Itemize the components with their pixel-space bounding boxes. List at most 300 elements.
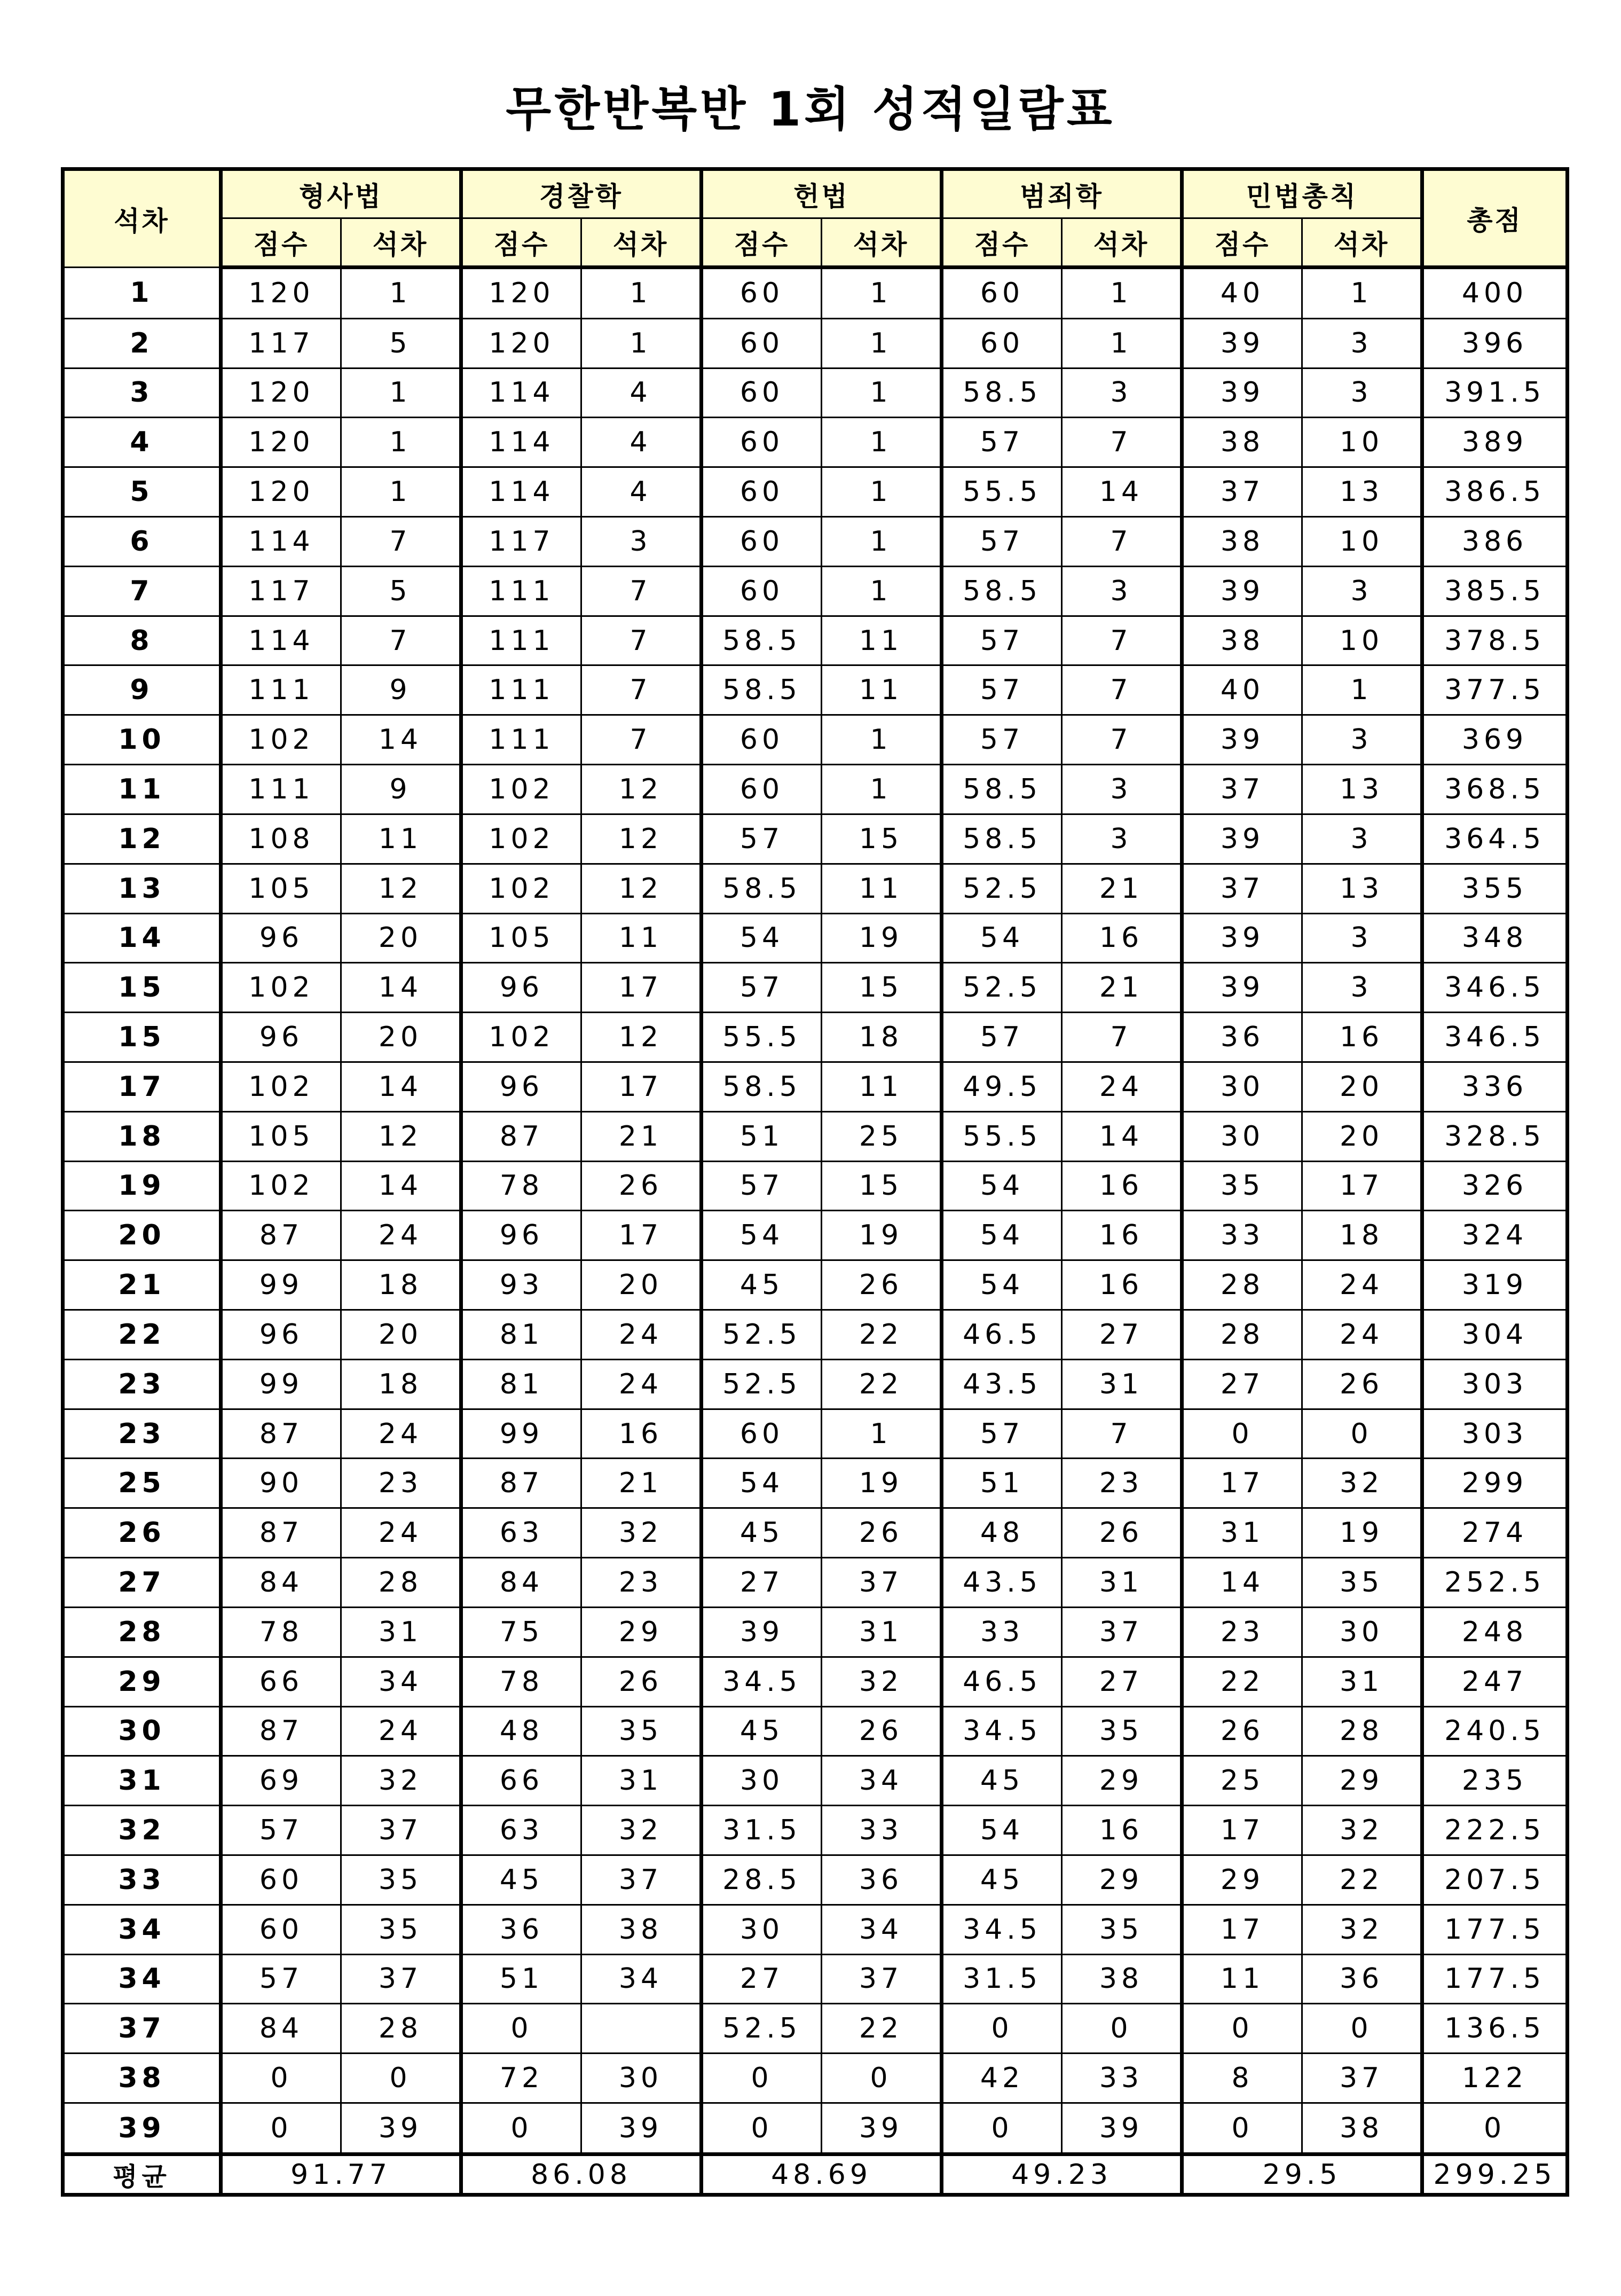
score-cell: 40 xyxy=(1182,665,1302,715)
rank-header: 석차 xyxy=(63,169,221,268)
subject-rank-cell: 3 xyxy=(1062,368,1182,418)
subject-rank-cell: 1 xyxy=(1062,318,1182,368)
total-header: 총점 xyxy=(1422,169,1568,268)
subject-rank-header: 석차 xyxy=(581,218,702,268)
score-cell: 114 xyxy=(461,368,581,418)
subject-rank-cell: 18 xyxy=(822,1013,942,1062)
subject-rank-header: 석차 xyxy=(1062,218,1182,268)
subject-rank-cell: 24 xyxy=(341,1409,461,1459)
total-cell: 377.5 xyxy=(1422,665,1568,715)
score-cell: 26 xyxy=(1182,1706,1302,1756)
rank-cell: 34 xyxy=(63,1954,221,2004)
table-row xyxy=(63,1558,1568,1608)
subject-header: 헌법 xyxy=(702,169,942,218)
subject-rank-cell: 32 xyxy=(1302,1459,1422,1508)
subject-rank-cell: 32 xyxy=(581,1508,702,1558)
grade-table xyxy=(61,167,1569,2197)
total-cell: 136.5 xyxy=(1422,2004,1568,2054)
score-cell: 34.5 xyxy=(702,1657,822,1706)
rank-cell: 15 xyxy=(63,963,221,1013)
score-cell: 63 xyxy=(461,1508,581,1558)
subject-rank-cell: 39 xyxy=(581,2103,702,2154)
table-row xyxy=(63,1161,1568,1211)
subject-rank-cell: 35 xyxy=(1062,1905,1182,1954)
score-cell: 31.5 xyxy=(702,1806,822,1855)
score-cell: 57 xyxy=(942,418,1062,467)
subject-rank-cell: 21 xyxy=(1062,963,1182,1013)
subject-rank-cell: 23 xyxy=(581,1558,702,1608)
subject-rank-cell: 30 xyxy=(1302,1607,1422,1657)
score-cell: 39 xyxy=(1182,368,1302,418)
score-cell: 96 xyxy=(221,1013,341,1062)
score-cell: 102 xyxy=(221,1062,341,1111)
subject-rank-cell: 3 xyxy=(1302,814,1422,864)
rank-cell: 8 xyxy=(63,616,221,665)
subject-rank-cell: 14 xyxy=(341,1062,461,1111)
rank-cell: 26 xyxy=(63,1508,221,1558)
score-cell: 39 xyxy=(1182,913,1302,963)
subject-rank-cell: 0 xyxy=(1062,2004,1182,2054)
subject-rank-cell: 15 xyxy=(822,1161,942,1211)
score-cell: 0 xyxy=(461,2103,581,2154)
subject-rank-cell: 26 xyxy=(1062,1508,1182,1558)
subject-rank-cell: 12 xyxy=(581,765,702,814)
subject-rank-cell: 31 xyxy=(1062,1558,1182,1608)
score-cell: 60 xyxy=(942,268,1062,319)
rank-cell: 2 xyxy=(63,318,221,368)
subject-rank-cell: 27 xyxy=(1062,1310,1182,1360)
subject-rank-cell: 18 xyxy=(1302,1211,1422,1260)
total-cell: 240.5 xyxy=(1422,1706,1568,1756)
subject-rank-cell: 24 xyxy=(341,1706,461,1756)
subject-rank-cell: 14 xyxy=(1062,1111,1182,1161)
score-cell: 45 xyxy=(702,1508,822,1558)
subject-rank-cell: 34 xyxy=(822,1756,942,1806)
rank-cell: 37 xyxy=(63,2004,221,2054)
subject-rank-cell: 29 xyxy=(1062,1756,1182,1806)
subject-rank-cell: 24 xyxy=(581,1359,702,1409)
subject-rank-cell: 3 xyxy=(1302,318,1422,368)
score-cell: 33 xyxy=(942,1607,1062,1657)
subject-rank-cell: 25 xyxy=(822,1111,942,1161)
score-cell: 0 xyxy=(461,2004,581,2054)
subject-rank-cell: 16 xyxy=(1302,1013,1422,1062)
subject-rank-cell: 20 xyxy=(341,1310,461,1360)
score-cell: 108 xyxy=(221,814,341,864)
score-cell: 111 xyxy=(461,616,581,665)
rank-cell: 1 xyxy=(63,268,221,319)
score-cell: 96 xyxy=(461,1062,581,1111)
score-cell: 60 xyxy=(702,467,822,517)
subject-rank-header: 석차 xyxy=(822,218,942,268)
subject-rank-cell: 1 xyxy=(822,467,942,517)
score-cell: 17 xyxy=(1182,1806,1302,1855)
score-cell: 45 xyxy=(702,1260,822,1310)
total-cell: 235 xyxy=(1422,1756,1568,1806)
score-cell: 60 xyxy=(221,1855,341,1905)
score-cell: 36 xyxy=(1182,1013,1302,1062)
subject-rank-cell: 17 xyxy=(581,963,702,1013)
subject-rank-cell: 33 xyxy=(822,1806,942,1855)
table-row xyxy=(63,963,1568,1013)
subject-rank-cell: 1 xyxy=(1302,268,1422,319)
subject-rank-cell: 19 xyxy=(822,913,942,963)
score-cell: 37 xyxy=(1182,765,1302,814)
score-cell: 99 xyxy=(461,1409,581,1459)
subject-rank-cell: 22 xyxy=(822,1310,942,1360)
subject-rank-cell: 22 xyxy=(1302,1855,1422,1905)
subject-rank-cell: 17 xyxy=(1302,1161,1422,1211)
score-cell: 102 xyxy=(461,1013,581,1062)
subject-rank-cell: 12 xyxy=(581,814,702,864)
subject-rank-cell: 21 xyxy=(581,1111,702,1161)
score-cell: 58.5 xyxy=(942,814,1062,864)
subject-rank-cell: 31 xyxy=(1062,1359,1182,1409)
score-cell: 60 xyxy=(942,318,1062,368)
subject-rank-cell: 3 xyxy=(1302,963,1422,1013)
subject-rank-cell: 15 xyxy=(822,814,942,864)
score-cell: 37 xyxy=(1182,467,1302,517)
subject-rank-cell: 24 xyxy=(581,1310,702,1360)
score-cell: 58.5 xyxy=(702,864,822,913)
score-cell: 63 xyxy=(461,1806,581,1855)
subject-rank-cell: 0 xyxy=(1302,1409,1422,1459)
subject-rank-cell xyxy=(581,2004,702,2054)
score-cell: 23 xyxy=(1182,1607,1302,1657)
subject-rank-cell: 35 xyxy=(341,1905,461,1954)
subject-rank-cell: 1 xyxy=(822,1409,942,1459)
subject-rank-cell: 23 xyxy=(341,1459,461,1508)
subject-rank-cell: 31 xyxy=(1302,1657,1422,1706)
score-cell: 96 xyxy=(461,1211,581,1260)
score-cell: 54 xyxy=(702,1459,822,1508)
score-cell: 31 xyxy=(1182,1508,1302,1558)
total-cell: 378.5 xyxy=(1422,616,1568,665)
subject-rank-cell: 26 xyxy=(822,1508,942,1558)
subject-rank-cell: 11 xyxy=(822,1062,942,1111)
score-cell: 105 xyxy=(221,864,341,913)
subject-rank-cell: 39 xyxy=(822,2103,942,2154)
subject-rank-cell: 1 xyxy=(341,268,461,319)
rank-cell: 33 xyxy=(63,1855,221,1905)
subject-rank-cell: 4 xyxy=(581,368,702,418)
total-cell: 324 xyxy=(1422,1211,1568,1260)
score-cell: 54 xyxy=(702,913,822,963)
score-cell: 57 xyxy=(221,1954,341,2004)
subject-rank-cell: 14 xyxy=(341,1161,461,1211)
rank-cell: 29 xyxy=(63,1657,221,1706)
score-cell: 102 xyxy=(461,814,581,864)
subject-rank-cell: 20 xyxy=(581,1260,702,1310)
score-cell: 60 xyxy=(702,418,822,467)
score-cell: 0 xyxy=(702,2054,822,2103)
score-cell: 99 xyxy=(221,1260,341,1310)
subject-rank-cell: 19 xyxy=(1302,1508,1422,1558)
score-cell: 81 xyxy=(461,1310,581,1360)
score-cell: 57 xyxy=(702,1161,822,1211)
score-cell: 54 xyxy=(942,1260,1062,1310)
subject-rank-cell: 21 xyxy=(581,1459,702,1508)
score-cell: 57 xyxy=(942,616,1062,665)
subject-rank-cell: 13 xyxy=(1302,467,1422,517)
subject-rank-cell: 32 xyxy=(822,1657,942,1706)
subject-rank-cell: 18 xyxy=(341,1260,461,1310)
score-cell: 22 xyxy=(1182,1657,1302,1706)
total-cell: 389 xyxy=(1422,418,1568,467)
score-cell: 51 xyxy=(942,1459,1062,1508)
score-cell: 48 xyxy=(461,1706,581,1756)
score-cell: 28 xyxy=(1182,1310,1302,1360)
subject-rank-cell: 3 xyxy=(1302,566,1422,616)
rank-cell: 23 xyxy=(63,1359,221,1409)
subject-rank-cell: 24 xyxy=(341,1508,461,1558)
table-row xyxy=(63,268,1568,319)
table-row xyxy=(63,1657,1568,1706)
subject-rank-cell: 38 xyxy=(581,1905,702,1954)
score-cell: 36 xyxy=(461,1905,581,1954)
table-row xyxy=(63,765,1568,814)
subject-rank-cell: 28 xyxy=(341,1558,461,1608)
rank-cell: 18 xyxy=(63,1111,221,1161)
average-value: 91.77 xyxy=(221,2154,461,2195)
subject-rank-cell: 39 xyxy=(341,2103,461,2154)
table-row xyxy=(63,517,1568,567)
score-cell: 34.5 xyxy=(942,1905,1062,1954)
score-cell: 51 xyxy=(702,1111,822,1161)
subject-rank-cell: 1 xyxy=(822,318,942,368)
score-cell: 60 xyxy=(702,715,822,765)
score-cell: 81 xyxy=(461,1359,581,1409)
total-cell: 369 xyxy=(1422,715,1568,765)
score-cell: 66 xyxy=(461,1756,581,1806)
subject-rank-cell: 7 xyxy=(581,715,702,765)
subject-rank-cell: 29 xyxy=(581,1607,702,1657)
subject-rank-cell: 12 xyxy=(581,1013,702,1062)
total-cell: 386 xyxy=(1422,517,1568,567)
score-cell: 0 xyxy=(221,2103,341,2154)
subject-rank-cell: 1 xyxy=(822,517,942,567)
rank-cell: 10 xyxy=(63,715,221,765)
score-cell: 111 xyxy=(221,665,341,715)
score-cell: 57 xyxy=(702,814,822,864)
score-cell: 30 xyxy=(702,1905,822,1954)
score-cell: 52.5 xyxy=(942,963,1062,1013)
subject-rank-cell: 1 xyxy=(822,765,942,814)
table-row xyxy=(63,566,1568,616)
score-cell: 111 xyxy=(461,665,581,715)
total-cell: 303 xyxy=(1422,1359,1568,1409)
score-cell: 55.5 xyxy=(942,467,1062,517)
score-cell: 78 xyxy=(461,1161,581,1211)
subject-rank-cell: 12 xyxy=(341,1111,461,1161)
total-cell: 122 xyxy=(1422,2054,1568,2103)
total-cell: 386.5 xyxy=(1422,467,1568,517)
total-cell: 299 xyxy=(1422,1459,1568,1508)
score-cell: 38 xyxy=(1182,616,1302,665)
table-row xyxy=(63,616,1568,665)
score-cell: 90 xyxy=(221,1459,341,1508)
subject-rank-cell: 1 xyxy=(1302,665,1422,715)
subject-rank-header: 석차 xyxy=(341,218,461,268)
score-cell: 43.5 xyxy=(942,1558,1062,1608)
rank-cell: 6 xyxy=(63,517,221,567)
score-cell: 39 xyxy=(1182,566,1302,616)
subject-rank-cell: 7 xyxy=(581,665,702,715)
table-row xyxy=(63,1756,1568,1806)
subject-rank-cell: 0 xyxy=(341,2054,461,2103)
average-total: 299.25 xyxy=(1422,2154,1568,2195)
subject-rank-cell: 17 xyxy=(581,1211,702,1260)
subject-rank-cell: 34 xyxy=(581,1954,702,2004)
subject-rank-cell: 39 xyxy=(1062,2103,1182,2154)
table-row xyxy=(63,913,1568,963)
subject-rank-cell: 24 xyxy=(1302,1310,1422,1360)
rank-cell: 20 xyxy=(63,1211,221,1260)
subject-rank-header: 석차 xyxy=(1302,218,1422,268)
subject-rank-cell: 22 xyxy=(822,1359,942,1409)
subject-rank-cell: 7 xyxy=(1062,1409,1182,1459)
score-cell: 87 xyxy=(461,1111,581,1161)
score-header: 점수 xyxy=(461,218,581,268)
subject-rank-cell: 20 xyxy=(341,913,461,963)
subject-rank-cell: 27 xyxy=(1062,1657,1182,1706)
rank-cell: 5 xyxy=(63,467,221,517)
subject-rank-cell: 1 xyxy=(822,566,942,616)
table-row xyxy=(63,2004,1568,2054)
score-cell: 87 xyxy=(461,1459,581,1508)
score-cell: 0 xyxy=(942,2004,1062,2054)
subject-rank-cell: 31 xyxy=(341,1607,461,1657)
score-cell: 93 xyxy=(461,1260,581,1310)
score-cell: 39 xyxy=(702,1607,822,1657)
score-cell: 51 xyxy=(461,1954,581,2004)
rank-cell: 14 xyxy=(63,913,221,963)
subject-rank-cell: 0 xyxy=(822,2054,942,2103)
rank-cell: 11 xyxy=(63,765,221,814)
subject-rank-cell: 36 xyxy=(822,1855,942,1905)
score-cell: 60 xyxy=(702,368,822,418)
header-row-columns xyxy=(63,218,1568,268)
score-cell: 37 xyxy=(1182,864,1302,913)
rank-cell: 13 xyxy=(63,864,221,913)
subject-rank-cell: 11 xyxy=(822,864,942,913)
total-cell: 348 xyxy=(1422,913,1568,963)
subject-rank-cell: 10 xyxy=(1302,616,1422,665)
table-row xyxy=(63,1310,1568,1360)
score-cell: 52.5 xyxy=(702,1359,822,1409)
subject-rank-cell: 20 xyxy=(1302,1111,1422,1161)
score-cell: 17 xyxy=(1182,1459,1302,1508)
subject-rank-cell: 35 xyxy=(1062,1706,1182,1756)
score-cell: 117 xyxy=(221,318,341,368)
score-cell: 105 xyxy=(461,913,581,963)
score-cell: 96 xyxy=(461,963,581,1013)
subject-rank-cell: 29 xyxy=(1302,1756,1422,1806)
score-cell: 35 xyxy=(1182,1161,1302,1211)
score-cell: 0 xyxy=(702,2103,822,2154)
score-cell: 0 xyxy=(221,2054,341,2103)
score-cell: 38 xyxy=(1182,517,1302,567)
total-cell: 328.5 xyxy=(1422,1111,1568,1161)
score-cell: 27 xyxy=(1182,1359,1302,1409)
subject-rank-cell: 9 xyxy=(341,765,461,814)
score-cell: 17 xyxy=(1182,1905,1302,1954)
score-cell: 111 xyxy=(461,715,581,765)
score-cell: 57 xyxy=(942,1409,1062,1459)
subject-rank-cell: 12 xyxy=(341,864,461,913)
subject-rank-cell: 32 xyxy=(341,1756,461,1806)
table-row xyxy=(63,1459,1568,1508)
subject-rank-cell: 1 xyxy=(822,268,942,319)
total-cell: 346.5 xyxy=(1422,1013,1568,1062)
subject-rank-cell: 26 xyxy=(822,1706,942,1756)
subject-rank-cell: 7 xyxy=(581,566,702,616)
rank-cell: 25 xyxy=(63,1459,221,1508)
score-cell: 120 xyxy=(221,467,341,517)
subject-rank-cell: 5 xyxy=(341,318,461,368)
subject-rank-cell: 11 xyxy=(581,913,702,963)
rank-cell: 12 xyxy=(63,814,221,864)
score-cell: 31.5 xyxy=(942,1954,1062,2004)
subject-header: 경찰학 xyxy=(461,169,702,218)
subject-rank-cell: 5 xyxy=(341,566,461,616)
subject-rank-cell: 35 xyxy=(1302,1558,1422,1608)
subject-rank-cell: 12 xyxy=(581,864,702,913)
score-cell: 58.5 xyxy=(942,566,1062,616)
total-cell: 303 xyxy=(1422,1409,1568,1459)
rank-cell: 38 xyxy=(63,2054,221,2103)
rank-cell: 28 xyxy=(63,1607,221,1657)
average-value: 49.23 xyxy=(942,2154,1182,2195)
subject-rank-cell: 7 xyxy=(1062,517,1182,567)
subject-rank-cell: 7 xyxy=(1062,715,1182,765)
score-cell: 58.5 xyxy=(702,665,822,715)
total-cell: 385.5 xyxy=(1422,566,1568,616)
subject-rank-cell: 33 xyxy=(1062,2054,1182,2103)
subject-rank-cell: 7 xyxy=(1062,418,1182,467)
subject-rank-cell: 22 xyxy=(822,2004,942,2054)
score-cell: 39 xyxy=(1182,318,1302,368)
score-cell: 57 xyxy=(942,517,1062,567)
score-cell: 102 xyxy=(221,715,341,765)
score-cell: 75 xyxy=(461,1607,581,1657)
subject-rank-cell: 26 xyxy=(581,1657,702,1706)
score-cell: 60 xyxy=(702,318,822,368)
table-row xyxy=(63,1111,1568,1161)
average-row xyxy=(63,2154,1568,2195)
score-cell: 55.5 xyxy=(942,1111,1062,1161)
subject-rank-cell: 3 xyxy=(1302,368,1422,418)
rank-cell: 30 xyxy=(63,1706,221,1756)
table-row xyxy=(63,1013,1568,1062)
page-title: 무한반복반 1회 성적일람표 xyxy=(506,82,1115,137)
total-cell: 400 xyxy=(1422,268,1568,319)
subject-rank-cell: 3 xyxy=(1302,715,1422,765)
subject-rank-cell: 24 xyxy=(341,1211,461,1260)
subject-rank-cell: 21 xyxy=(1062,864,1182,913)
subject-rank-cell: 3 xyxy=(1062,566,1182,616)
subject-rank-cell: 37 xyxy=(341,1954,461,2004)
subject-rank-cell: 3 xyxy=(1062,765,1182,814)
average-value: 48.69 xyxy=(702,2154,942,2195)
subject-rank-cell: 10 xyxy=(1302,517,1422,567)
subject-rank-cell: 37 xyxy=(581,1855,702,1905)
score-cell: 58.5 xyxy=(702,1062,822,1111)
subject-rank-cell: 35 xyxy=(341,1855,461,1905)
score-cell: 87 xyxy=(221,1706,341,1756)
total-cell: 304 xyxy=(1422,1310,1568,1360)
table-row xyxy=(63,1806,1568,1855)
